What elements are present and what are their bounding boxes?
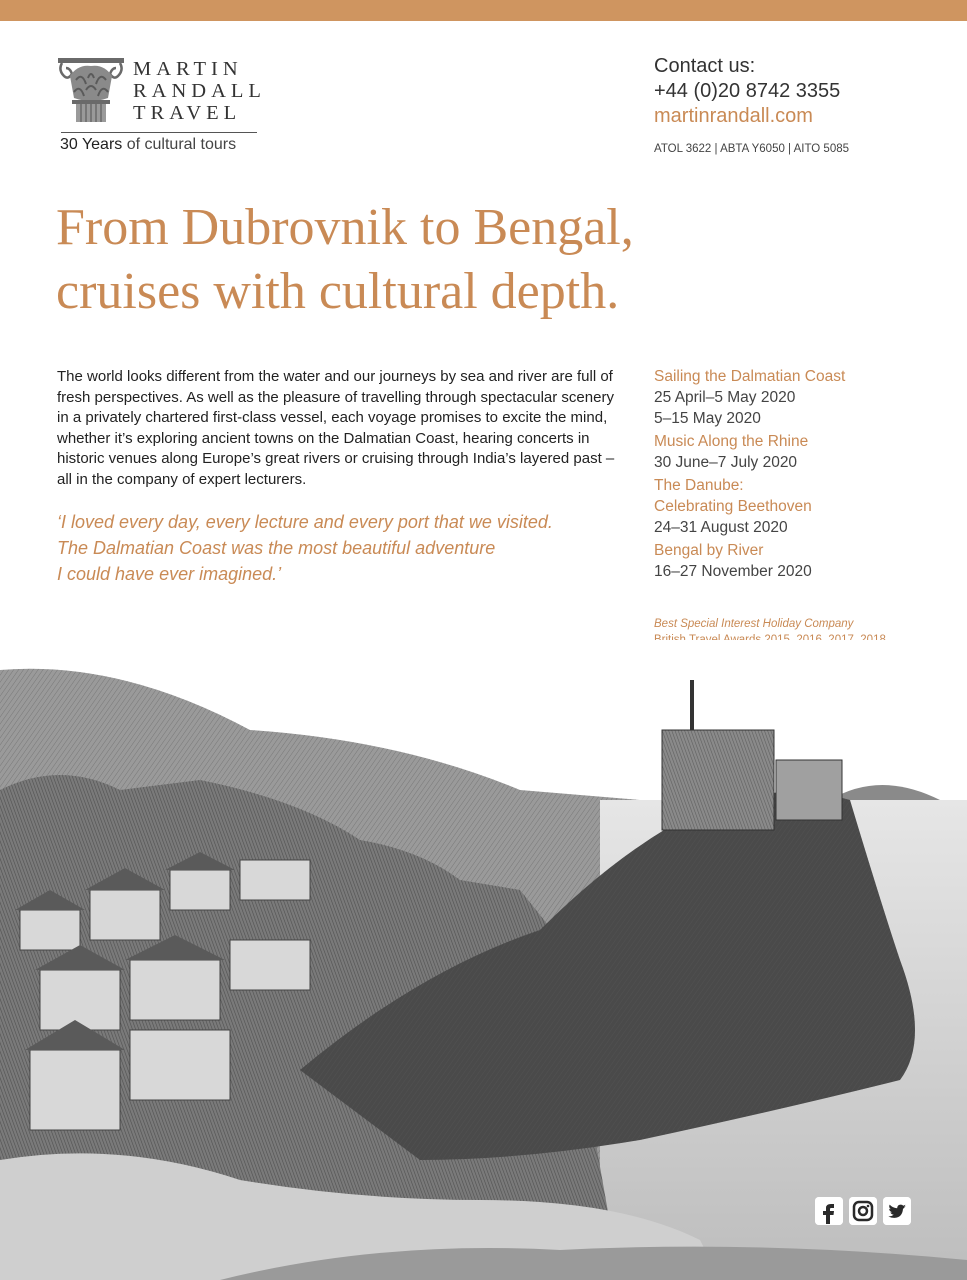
logo-line-randall: RANDALL xyxy=(133,80,266,102)
tour-item-danube[interactable] xyxy=(654,475,954,538)
tour-date: 5–15 May 2020 xyxy=(654,410,761,427)
tour-name-line-2[interactable]: Celebrating Beethoven xyxy=(654,498,812,515)
contact-block xyxy=(654,54,954,155)
top-accent-bar xyxy=(0,0,967,21)
quote-line-1: ‘I loved every day, every lecture and every port that we visited. xyxy=(57,512,553,532)
tour-item-dalmatian[interactable] xyxy=(654,366,954,429)
logo-divider xyxy=(61,132,257,133)
quote-line-3: I could have ever imagined.’ xyxy=(57,564,282,584)
twitter-icon[interactable] xyxy=(883,1197,911,1225)
corinthian-capital-icon xyxy=(58,58,124,126)
tour-item-rhine[interactable] xyxy=(654,431,954,473)
headline xyxy=(56,196,936,324)
logo-line-travel: TRAVEL xyxy=(133,102,242,124)
quote-line-2: The Dalmatian Coast was the most beautiful adventure xyxy=(57,538,496,558)
tagline-rest: of cultural tours xyxy=(122,136,237,153)
tour-item-bengal[interactable] xyxy=(654,540,954,582)
contact-website-link[interactable]: martinrandall.com xyxy=(654,105,813,127)
instagram-icon[interactable] xyxy=(849,1197,877,1225)
social-links xyxy=(815,1197,911,1225)
dubrovnik-engraving-illustration xyxy=(0,640,967,1280)
headline-line-1: From Dubrovnik to Bengal, xyxy=(56,199,634,256)
contact-phone-link[interactable]: +44 (0)20 8742 3355 xyxy=(654,80,841,102)
logo-wordmark xyxy=(133,58,266,124)
logo-line-martin: MARTIN xyxy=(133,58,243,80)
accreditation-text: ATOL 3622 | ABTA Y6050 | AITO 5085 xyxy=(654,143,850,155)
logo-tagline xyxy=(60,136,236,154)
headline-line-2: cruises with cultural depth. xyxy=(56,263,620,320)
intro-paragraph: The world looks different from the water and our journeys by sea and river are full of fresh perspectives. As well as the pleasure of travelling through spectacular scenery in a privately chartered first-class vessel, each voyage promises to excite the mind, whether it’s exploring ancient towns on the Dalmatian Coast, hearing concerts in historic venues along Europe’s great rivers or cruising through India’s layered past – all in the company of expert lecturers. xyxy=(57,368,615,488)
tour-date: 30 June–7 July 2020 xyxy=(654,454,798,471)
tour-name[interactable]: The Danube: xyxy=(654,477,744,494)
tour-date: 16–27 November 2020 xyxy=(654,563,812,580)
tagline-years: 30 Years xyxy=(60,136,123,153)
tour-name[interactable]: Music Along the Rhine xyxy=(654,433,809,450)
tour-date: 25 April–5 May 2020 xyxy=(654,389,796,406)
testimonial-quote xyxy=(57,509,627,587)
tour-date: 24–31 August 2020 xyxy=(654,519,788,536)
tour-list xyxy=(654,366,954,584)
award-title: Best Special Interest Holiday Company xyxy=(654,618,854,630)
tour-name[interactable]: Sailing the Dalmatian Coast xyxy=(654,368,846,385)
facebook-icon[interactable] xyxy=(815,1197,843,1225)
contact-label: Contact us: xyxy=(654,55,756,77)
tour-name[interactable]: Bengal by River xyxy=(654,542,764,559)
